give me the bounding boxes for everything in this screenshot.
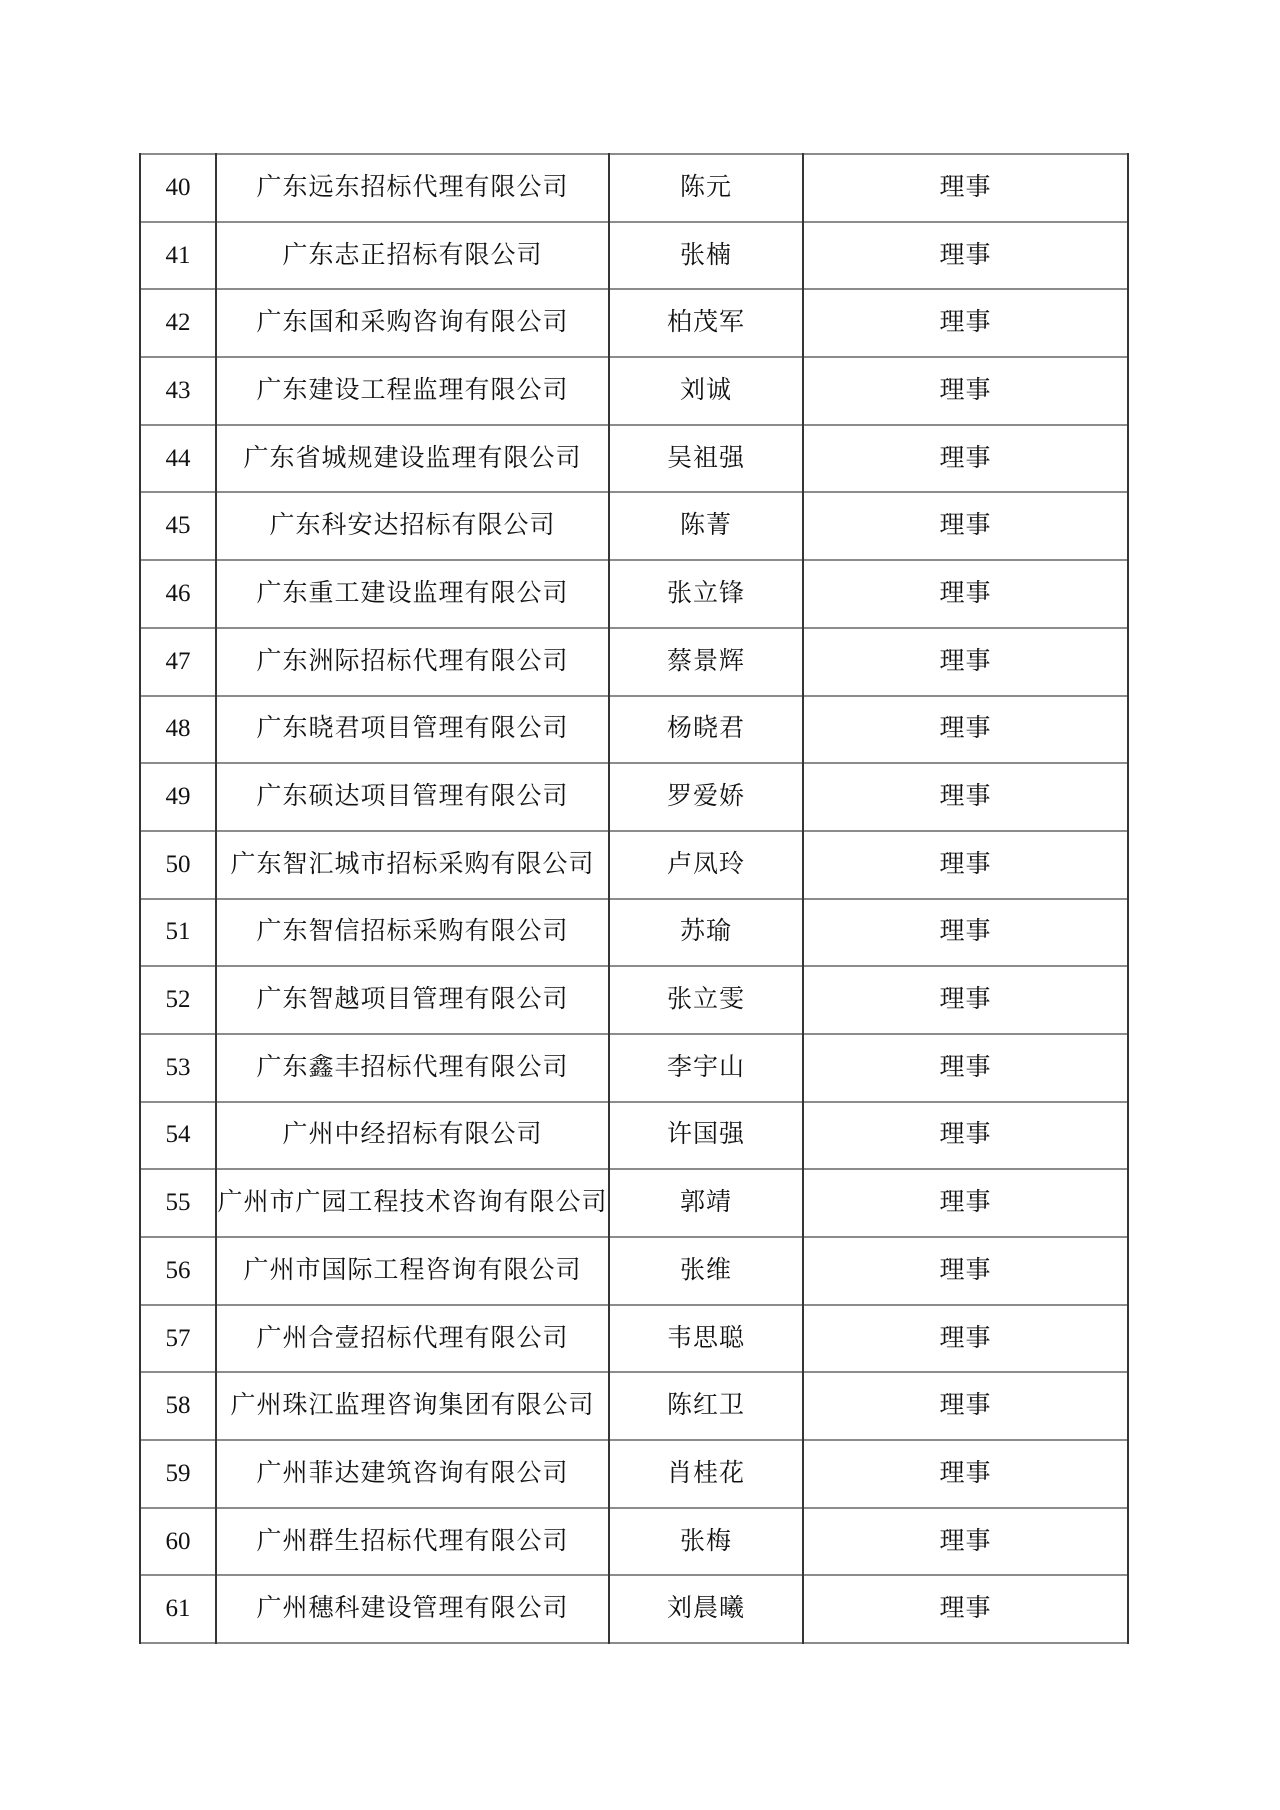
role-label: 理事 xyxy=(803,1508,1128,1576)
role-label: 理事 xyxy=(803,1169,1128,1237)
person-name: 杨晓君 xyxy=(609,696,803,764)
person-name: 卢凤玲 xyxy=(609,831,803,899)
role-label: 理事 xyxy=(803,1034,1128,1102)
table-row xyxy=(140,696,1128,764)
company-name: 广东鑫丰招标代理有限公司 xyxy=(216,1034,609,1102)
table-row xyxy=(140,628,1128,696)
role-label: 理事 xyxy=(803,425,1128,493)
row-number: 48 xyxy=(140,696,216,764)
table-row xyxy=(140,222,1128,290)
person-name: 郭靖 xyxy=(609,1169,803,1237)
row-number: 53 xyxy=(140,1034,216,1102)
person-name: 吴祖强 xyxy=(609,425,803,493)
person-name: 张立锋 xyxy=(609,560,803,628)
table-row xyxy=(140,289,1128,357)
person-name: 苏瑜 xyxy=(609,899,803,967)
row-number: 50 xyxy=(140,831,216,899)
member-table-body xyxy=(140,154,1128,1643)
role-label: 理事 xyxy=(803,1440,1128,1508)
table-row xyxy=(140,357,1128,425)
role-label: 理事 xyxy=(803,628,1128,696)
person-name: 刘诚 xyxy=(609,357,803,425)
person-name: 刘晨曦 xyxy=(609,1575,803,1643)
role-label: 理事 xyxy=(803,899,1128,967)
person-name: 张梅 xyxy=(609,1508,803,1576)
row-number: 59 xyxy=(140,1440,216,1508)
row-number: 58 xyxy=(140,1372,216,1440)
person-name: 陈菁 xyxy=(609,492,803,560)
company-name: 广州市广园工程技术咨询有限公司 xyxy=(216,1169,609,1237)
company-name: 广东志正招标有限公司 xyxy=(216,222,609,290)
company-name: 广东智汇城市招标采购有限公司 xyxy=(216,831,609,899)
company-name: 广东省城规建设监理有限公司 xyxy=(216,425,609,493)
table-row xyxy=(140,492,1128,560)
row-number: 55 xyxy=(140,1169,216,1237)
company-name: 广东硕达项目管理有限公司 xyxy=(216,763,609,831)
role-label: 理事 xyxy=(803,696,1128,764)
table-row xyxy=(140,1372,1128,1440)
row-number: 42 xyxy=(140,289,216,357)
person-name: 肖桂花 xyxy=(609,1440,803,1508)
company-name: 广州珠江监理咨询集团有限公司 xyxy=(216,1372,609,1440)
table-row xyxy=(140,1508,1128,1576)
company-name: 广东晓君项目管理有限公司 xyxy=(216,696,609,764)
company-name: 广东科安达招标有限公司 xyxy=(216,492,609,560)
role-label: 理事 xyxy=(803,1305,1128,1373)
row-number: 60 xyxy=(140,1508,216,1576)
row-number: 61 xyxy=(140,1575,216,1643)
table-row xyxy=(140,154,1128,222)
role-label: 理事 xyxy=(803,357,1128,425)
person-name: 柏茂军 xyxy=(609,289,803,357)
company-name: 广州菲达建筑咨询有限公司 xyxy=(216,1440,609,1508)
table-row xyxy=(140,1575,1128,1643)
company-name: 广东智信招标采购有限公司 xyxy=(216,899,609,967)
company-name: 广州群生招标代理有限公司 xyxy=(216,1508,609,1576)
company-name: 广东远东招标代理有限公司 xyxy=(216,154,609,222)
row-number: 45 xyxy=(140,492,216,560)
role-label: 理事 xyxy=(803,222,1128,290)
table-row xyxy=(140,899,1128,967)
person-name: 罗爱娇 xyxy=(609,763,803,831)
role-label: 理事 xyxy=(803,1372,1128,1440)
person-name: 张维 xyxy=(609,1237,803,1305)
person-name: 张立雯 xyxy=(609,966,803,1034)
role-label: 理事 xyxy=(803,1102,1128,1170)
role-label: 理事 xyxy=(803,289,1128,357)
member-table xyxy=(139,153,1129,1644)
table-row xyxy=(140,1102,1128,1170)
row-number: 46 xyxy=(140,560,216,628)
role-label: 理事 xyxy=(803,966,1128,1034)
row-number: 51 xyxy=(140,899,216,967)
company-name: 广州合壹招标代理有限公司 xyxy=(216,1305,609,1373)
company-name: 广东洲际招标代理有限公司 xyxy=(216,628,609,696)
row-number: 44 xyxy=(140,425,216,493)
role-label: 理事 xyxy=(803,1237,1128,1305)
row-number: 52 xyxy=(140,966,216,1034)
row-number: 54 xyxy=(140,1102,216,1170)
company-name: 广东建设工程监理有限公司 xyxy=(216,357,609,425)
company-name: 广东重工建设监理有限公司 xyxy=(216,560,609,628)
company-name: 广州市国际工程咨询有限公司 xyxy=(216,1237,609,1305)
role-label: 理事 xyxy=(803,154,1128,222)
table-row xyxy=(140,1305,1128,1373)
row-number: 47 xyxy=(140,628,216,696)
person-name: 韦思聪 xyxy=(609,1305,803,1373)
role-label: 理事 xyxy=(803,492,1128,560)
table-row xyxy=(140,1237,1128,1305)
row-number: 41 xyxy=(140,222,216,290)
table-row xyxy=(140,1440,1128,1508)
row-number: 43 xyxy=(140,357,216,425)
table-row xyxy=(140,763,1128,831)
role-label: 理事 xyxy=(803,560,1128,628)
table-row xyxy=(140,966,1128,1034)
role-label: 理事 xyxy=(803,1575,1128,1643)
company-name: 广州穗科建设管理有限公司 xyxy=(216,1575,609,1643)
company-name: 广东智越项目管理有限公司 xyxy=(216,966,609,1034)
table-row xyxy=(140,1169,1128,1237)
person-name: 李宇山 xyxy=(609,1034,803,1102)
person-name: 许国强 xyxy=(609,1102,803,1170)
row-number: 56 xyxy=(140,1237,216,1305)
row-number: 49 xyxy=(140,763,216,831)
person-name: 陈元 xyxy=(609,154,803,222)
table-row xyxy=(140,831,1128,899)
person-name: 蔡景辉 xyxy=(609,628,803,696)
person-name: 张楠 xyxy=(609,222,803,290)
row-number: 40 xyxy=(140,154,216,222)
table-row xyxy=(140,560,1128,628)
role-label: 理事 xyxy=(803,831,1128,899)
row-number: 57 xyxy=(140,1305,216,1373)
table-row xyxy=(140,425,1128,493)
table-row xyxy=(140,1034,1128,1102)
company-name: 广州中经招标有限公司 xyxy=(216,1102,609,1170)
role-label: 理事 xyxy=(803,763,1128,831)
company-name: 广东国和采购咨询有限公司 xyxy=(216,289,609,357)
person-name: 陈红卫 xyxy=(609,1372,803,1440)
